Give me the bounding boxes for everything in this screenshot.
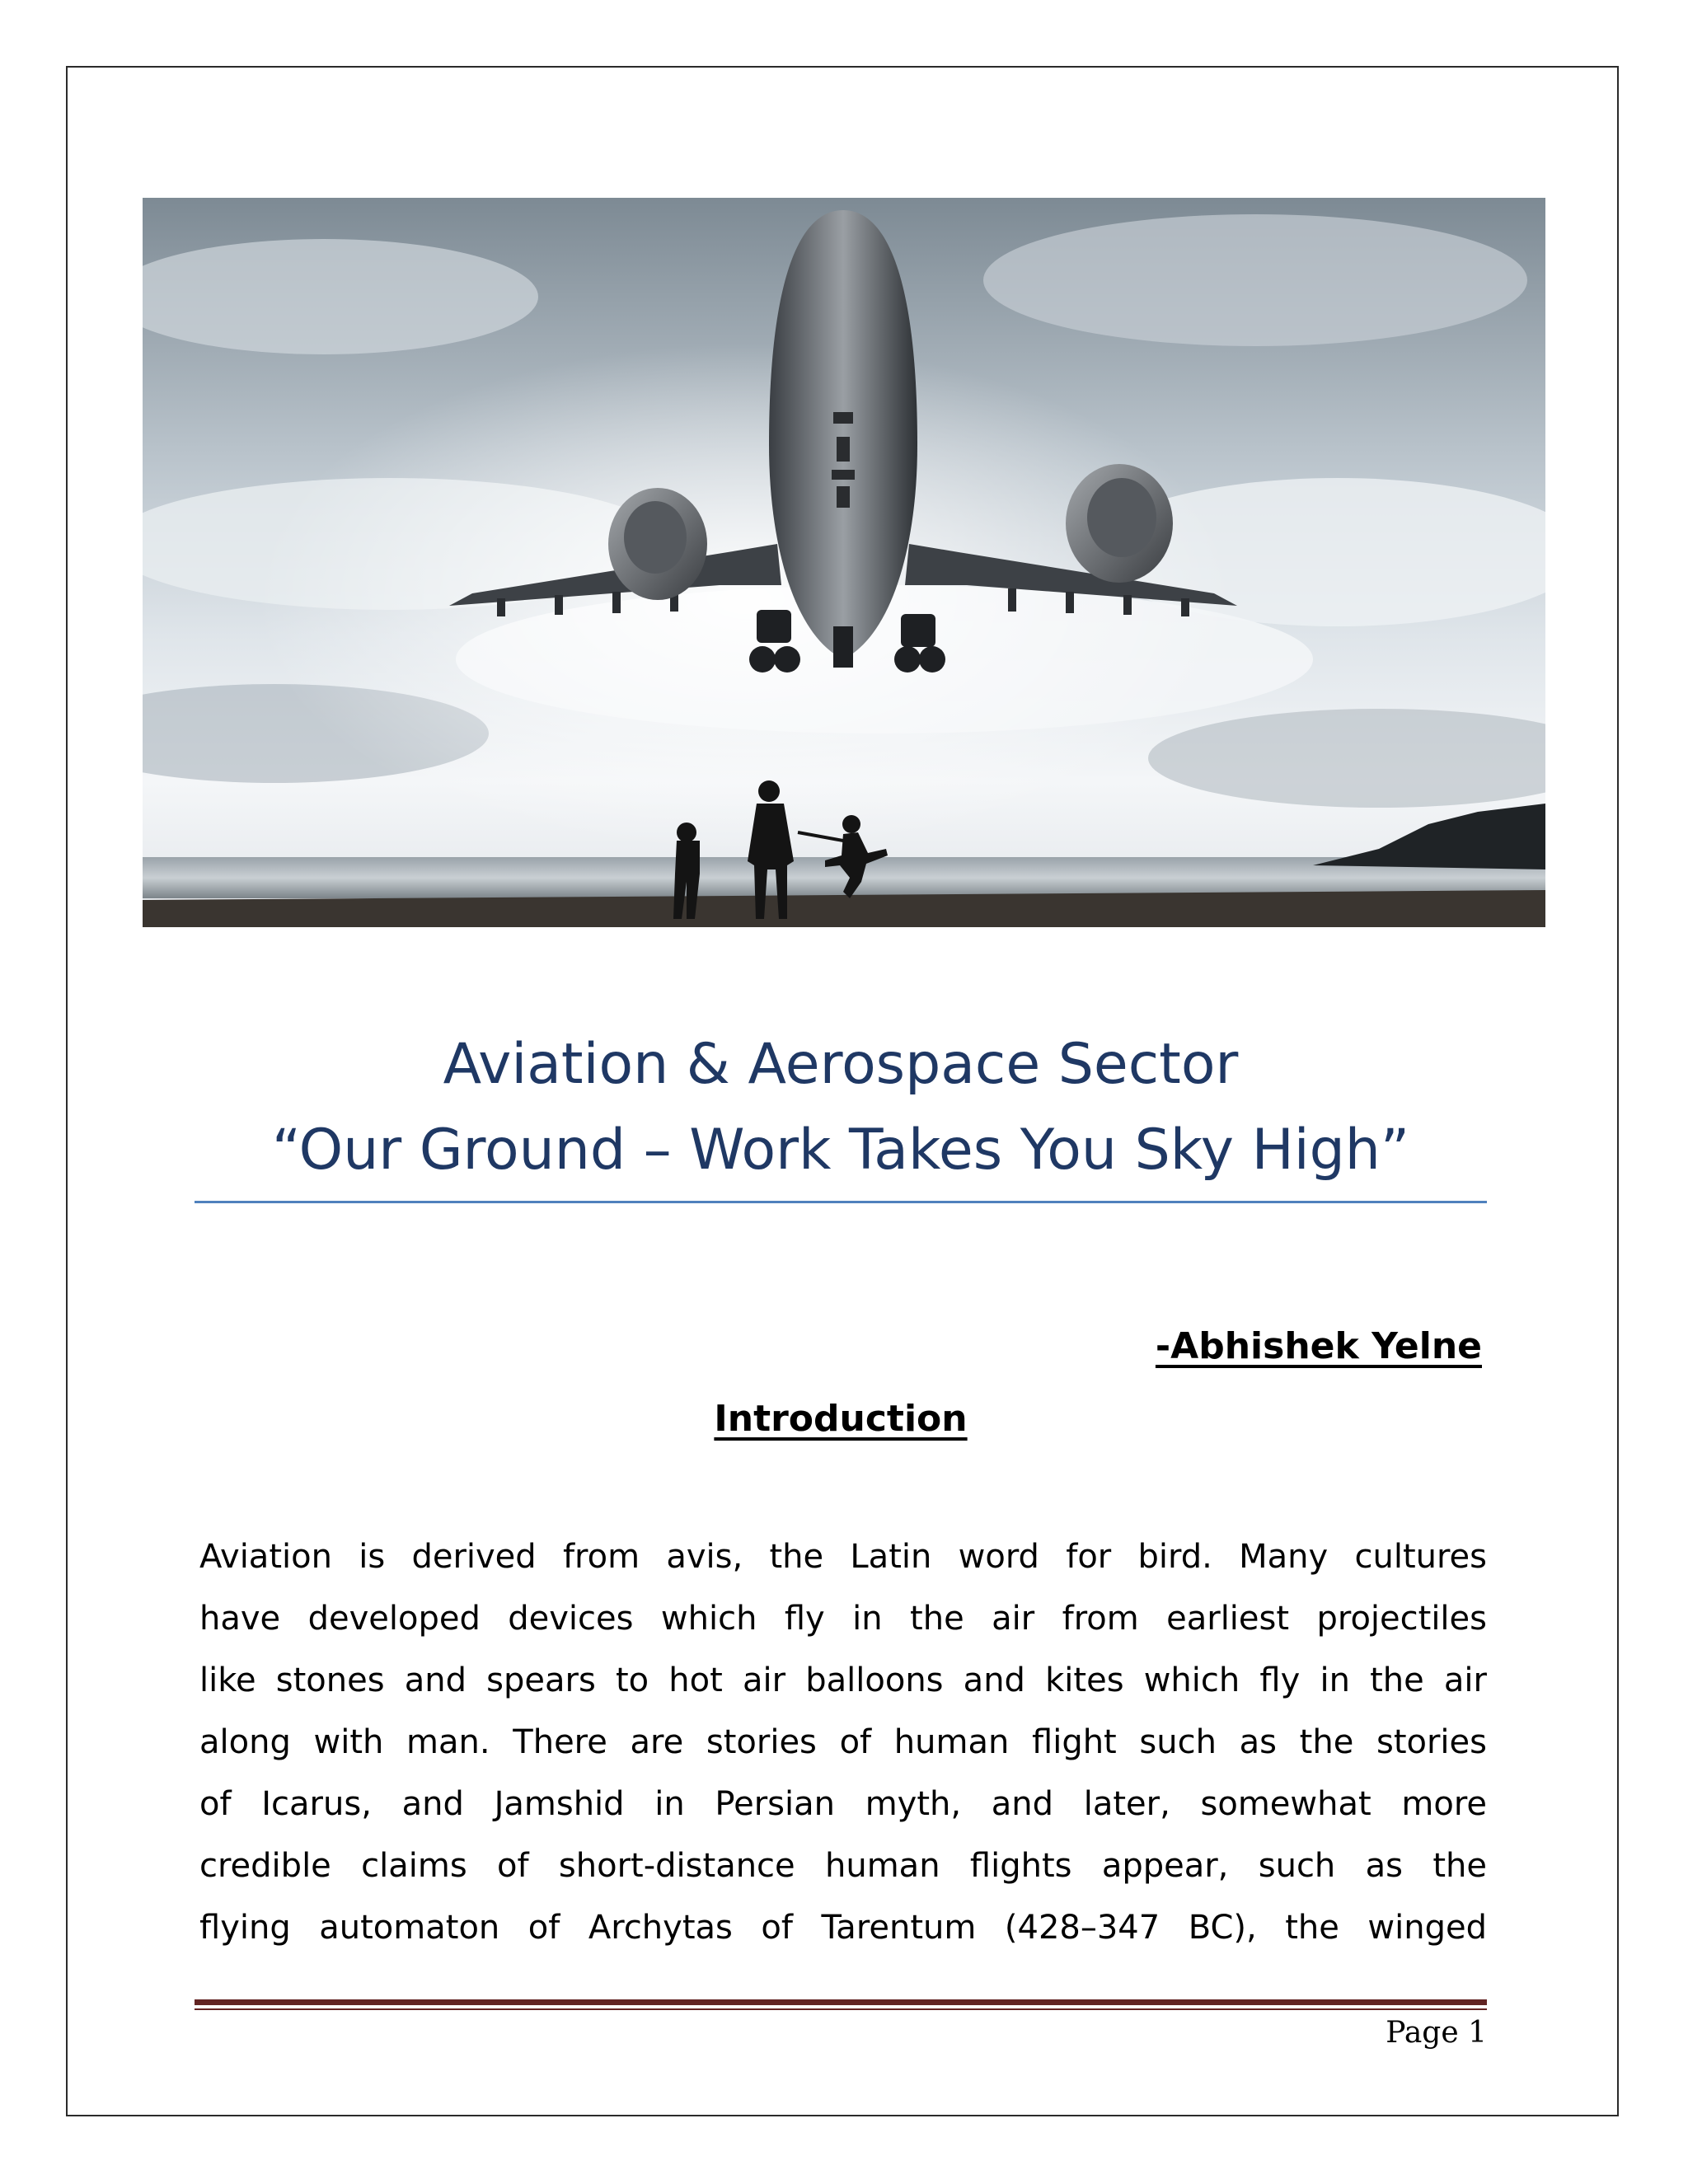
airplane-photo [143,198,1545,927]
title-divider [195,1201,1487,1203]
paragraph-line: of Icarus, and Jamshid in Persian myth, and later, somewhat more [199,1785,1487,1823]
page-number: Page 1 [1386,2016,1487,2050]
paragraph-line: credible claims of short-distance human flights appear, such as the [199,1847,1487,1885]
footer-divider-thick [195,1999,1487,2005]
paragraph-line: flying automaton of Archytas of Tarentum (428–347 BC), the winged [199,1909,1487,1947]
paragraph-line: have developed devices which fly in the air from earliest projectiles [199,1600,1487,1638]
paragraph-line: Aviation is derived from avis, the Latin word for bird. Many cultures [199,1538,1487,1576]
author-byline: -Abhishek Yelne [1155,1325,1482,1367]
hero-photo-airplane-over-beach [143,198,1545,927]
introduction-paragraph [199,1526,1487,1959]
paragraph-line: along with man. There are stories of human flight such as the stories [199,1723,1487,1761]
section-heading-introduction: Introduction [714,1398,968,1440]
paragraph-line: like stones and spears to hot air balloons and kites which fly in the air [199,1661,1487,1699]
document-subtitle-slogan: “Our Ground – Work Takes You Sky High” [271,1118,1410,1183]
footer-divider-thin [195,2008,1487,2010]
document-title: Aviation & Aerospace Sector [443,1032,1239,1097]
